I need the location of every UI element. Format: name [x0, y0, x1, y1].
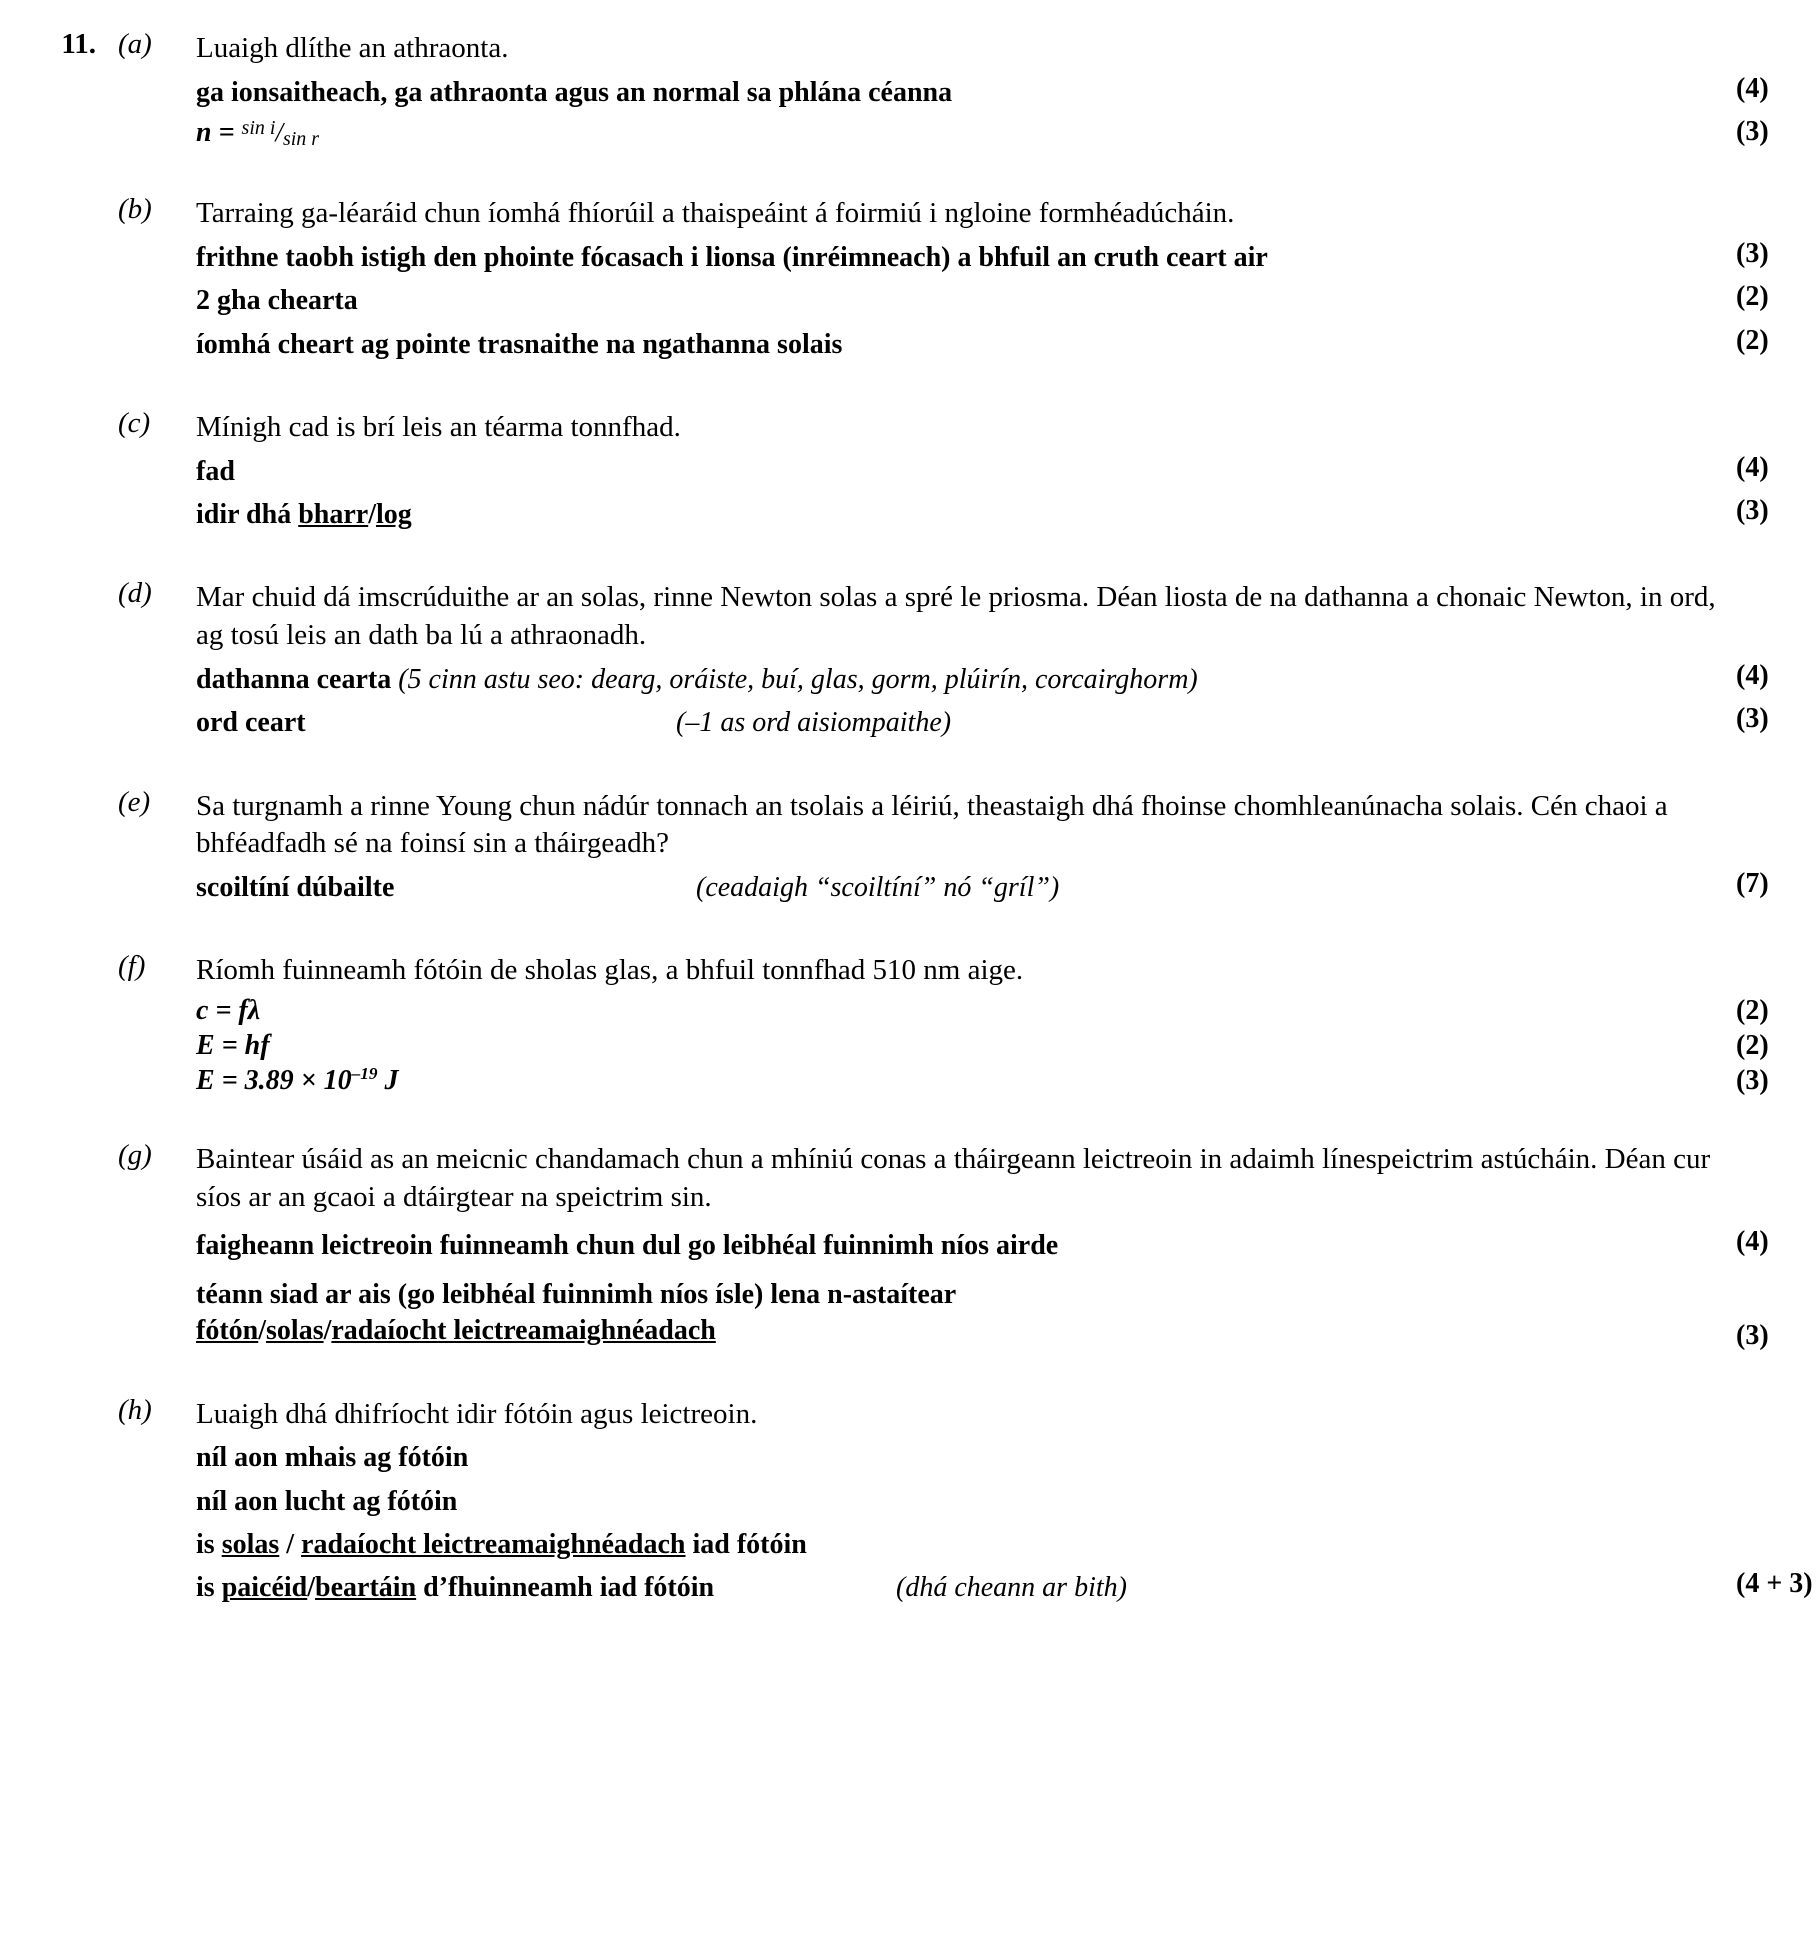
part-f-answer-3-marks: (3) — [1736, 1065, 1769, 1097]
part-h-separator: / — [279, 1529, 302, 1561]
part-c-underline-bharr: bharr — [298, 499, 369, 531]
formula-energy-exponent: –19 — [351, 1064, 378, 1084]
formula-slash: / — [275, 117, 283, 148]
part-d-answer-2-text: ord ceart — [196, 707, 306, 739]
part-h-answer-2: níl aon lucht ag fótóin — [196, 1485, 458, 1517]
part-b-answer-1-marks: (3) — [1736, 237, 1769, 269]
formula-c-symbol: c — [196, 995, 209, 1027]
part-d-answer-1-text: dathanna cearta — [196, 663, 392, 695]
part-f-answer-3-row — [0, 1064, 1818, 1097]
part-h-underline-paiceid: paicéid — [221, 1572, 308, 1604]
formula-n-fraction — [242, 118, 320, 149]
question-part-b — [0, 195, 1818, 233]
question-part-h — [0, 1393, 1818, 1434]
part-b-answer-2: 2 gha chearta — [196, 285, 358, 317]
formula-sin-i: sin i — [241, 117, 276, 140]
part-a-prompt: Luaigh dlíthe an athraonta. — [196, 32, 509, 64]
formula-energy-equals: = — [221, 1065, 238, 1097]
part-h-answer-4-row — [0, 1570, 1818, 1606]
part-e-prompt: Sa turgnamh a rinne Young chun nádúr tonnach an tsolais a léiriú, theastaigh dhá fhoinse chomhleanúnacha solais. Cén chaoi a bhféadfadh sé na foinsí sin a tháirgeadh? — [196, 789, 1668, 860]
formula-hf: hf — [244, 1030, 270, 1062]
part-b-answer-3-row — [0, 324, 1818, 363]
part-g-answer-1-row — [0, 1228, 1818, 1264]
part-h-slash: / — [307, 1572, 316, 1604]
part-label-e: (e) — [118, 785, 151, 818]
part-h-answer-1: níl aon mhais ag fótóin — [196, 1442, 469, 1474]
part-c-underline-log: log — [375, 499, 412, 531]
formula-energy-base: 10 — [323, 1065, 352, 1097]
part-f-formula-energy — [196, 1064, 1726, 1097]
part-d-answer-1 — [196, 662, 1726, 698]
formula-energy-unit: J — [384, 1065, 399, 1097]
part-e-answer-1-row — [0, 867, 1818, 906]
part-g-underline-foton: fótón — [196, 1315, 259, 1347]
question-part-d — [0, 579, 1818, 654]
part-c-answer-2-prefix: idir dhá — [196, 499, 299, 531]
part-f-answer-1-row — [0, 997, 1818, 1025]
part-c-prompt: Mínigh cad is brí leis an téarma tonnfhad. — [196, 410, 681, 443]
part-b-answer-1: frithne taobh istigh den phointe fócasach i lionsa (inréimneach) a bhfuil an cruth ceart air — [196, 241, 1268, 273]
part-label-c: (c) — [118, 406, 151, 439]
part-h-answer-3-prefix: is — [196, 1529, 222, 1561]
part-g-underline-radaiocht: radaíocht leictreamaighnéadach — [331, 1315, 716, 1347]
formula-n-symbol: n — [196, 117, 212, 149]
part-h-answer-1-row — [0, 1440, 1818, 1476]
question-part-f — [0, 952, 1818, 990]
part-g-answer-2-line1: téann siad ar ais (go leibhéal fuinnimh níos ísle) lena n-astaítear — [196, 1278, 957, 1310]
part-label-d: (d) — [118, 577, 152, 610]
formula-sin-r: sin r — [282, 128, 320, 151]
part-a-formula-n — [196, 118, 1726, 149]
part-g-slash-1: / — [258, 1315, 267, 1347]
part-e-answer-1-note: (ceadaigh “scoiltíní” nó “gríl”) — [696, 871, 1060, 903]
part-d-answer-2-row — [0, 705, 1818, 741]
question-part-c — [0, 406, 1818, 447]
part-g-answer-2-row — [0, 1277, 1818, 1350]
part-f-answer-2-marks: (2) — [1736, 1030, 1769, 1062]
part-d-answer-2 — [196, 705, 1726, 741]
question-number: 11. — [61, 28, 96, 60]
part-b-prompt: Tarraing ga-léaráid chun íomhá fhíorúil a thaispeáint á foirmiú i ngloine formhéadúcháin. — [196, 197, 1235, 230]
part-d-answer-1-row — [0, 659, 1818, 698]
part-label-g: (g) — [118, 1139, 152, 1172]
part-f-answer-2-row — [0, 1032, 1818, 1060]
part-b-answer-3: íomhá cheart ag pointe trasnaithe na ngathanna solais — [196, 328, 843, 360]
part-g-answer-1-marks: (4) — [1736, 1226, 1769, 1258]
part-h-answer-3-row — [0, 1527, 1818, 1563]
part-a-answer-2-marks: (3) — [1736, 116, 1769, 148]
part-h-underline-solas: solas — [221, 1529, 280, 1561]
part-b-answer-1-row — [0, 237, 1818, 276]
part-f-answer-1-marks: (2) — [1736, 995, 1769, 1027]
part-a-answer-1-marks: (4) — [1736, 72, 1769, 104]
question-part-e — [0, 785, 1818, 863]
formula-n-equals: = — [218, 117, 235, 149]
part-g-answer-2-marks-value: (3) — [1736, 1319, 1769, 1351]
part-b-answer-2-marks: (2) — [1736, 281, 1769, 313]
spacer-top — [0, 0, 1818, 30]
part-h-answer-2-row — [0, 1484, 1818, 1520]
part-c-answer-1: fad — [196, 455, 235, 487]
part-a-answer-2-row — [0, 118, 1818, 149]
part-f-formula-c — [196, 997, 1726, 1025]
part-d-prompt: Mar chuid dá imscrúduithe ar an solas, rinne Newton solas a spré le priosma. Déan liosta de na dathanna a chonaic Newton, in ord, ag tosú leis an dath ba lú a athraonadh. — [196, 581, 1716, 652]
part-c-slash: / — [368, 499, 376, 531]
part-d-answer-1-marks: (4) — [1736, 659, 1769, 691]
part-g-underline-solas: solas — [266, 1315, 324, 1347]
part-g-slash-2: / — [323, 1315, 332, 1347]
part-label-h: (h) — [118, 1393, 152, 1426]
part-h-answer-4-marks: (4 + 3) — [1736, 1568, 1813, 1600]
part-c-answer-1-marks: (4) — [1736, 451, 1769, 483]
part-e-answer-1 — [196, 870, 1726, 906]
part-h-underline-radaiocht: radaíocht leictreamaighnéadach — [301, 1529, 686, 1561]
part-d-answer-2-marks: (3) — [1736, 703, 1769, 735]
part-b-answer-3-marks: (2) — [1736, 324, 1769, 356]
part-g-prompt: Baintear úsáid as an meicnic chandamach chun a mhíniú conas a tháirgeann leictreoin in adaimh línespeictrim astúcháin. Déan cur síos ar an gcaoi a dtáirgtear na speictrim sin. — [196, 1143, 1711, 1213]
formula-c-equals: = — [215, 995, 232, 1027]
question-part-a — [0, 30, 1818, 68]
part-f-prompt: Ríomh fuinneamh fótóin de sholas glas, a bhfuil tonnfhad 510 nm aige. — [196, 954, 1024, 987]
part-h-answer-4-prefix: is — [196, 1572, 222, 1604]
part-c-answer-2-row — [0, 497, 1818, 533]
part-h-answer-3-suffix: iad fótóin — [685, 1529, 807, 1561]
part-g-answer-2-line2 — [196, 1313, 1726, 1349]
part-h-answer-4 — [196, 1570, 1726, 1606]
part-a-answer-1: ga ionsaitheach, ga athraonta agus an normal sa phlána céanna — [196, 76, 953, 108]
part-h-answer-4-text — [196, 1570, 896, 1606]
part-label-b: (b) — [118, 193, 152, 226]
part-g-answer-2 — [196, 1277, 1726, 1350]
part-d-answer-1-note: (5 cinn astu seo: dearg, oráiste, buí, glas, gorm, plúirín, corcairghorm) — [398, 663, 1198, 695]
formula-E-equals: = — [221, 1030, 238, 1062]
formula-c-right: fλ — [238, 995, 261, 1027]
part-h-underline-beartain: beartáin — [315, 1572, 417, 1604]
part-label-f: (f) — [118, 950, 146, 983]
part-e-answer-1-text: scoiltíní dúbailte — [196, 871, 395, 903]
formula-energy-times: × — [300, 1065, 317, 1097]
part-f-formula-e — [196, 1032, 1726, 1060]
part-g-answer-2-marks — [1726, 1286, 1818, 1350]
part-e-answer-1-marks: (7) — [1736, 867, 1769, 899]
part-c-answer-2 — [196, 497, 1726, 533]
part-d-answer-2-note: (–1 as ord aisiompaithe) — [676, 707, 952, 739]
part-h-answer-3 — [196, 1527, 1726, 1563]
part-c-answer-2-marks: (3) — [1736, 495, 1769, 527]
formula-energy-E: E — [196, 1065, 215, 1097]
part-a-answer-1-row — [0, 72, 1818, 111]
question-part-g — [0, 1141, 1818, 1216]
part-h-answer-4-suffix: d’fhuinneamh iad fótóin — [416, 1572, 715, 1604]
part-b-answer-2-row — [0, 283, 1818, 319]
part-label-a: (a) — [118, 28, 152, 60]
part-g-answer-1: faigheann leictreoin fuinneamh chun dul go leibhéal fuinnimh níos airde — [196, 1230, 1059, 1262]
part-c-answer-1-row — [0, 451, 1818, 490]
formula-energy-value: 3.89 — [244, 1065, 294, 1097]
part-h-answer-4-note: (dhá cheann ar bith) — [896, 1572, 1127, 1604]
part-h-prompt: Luaigh dhá dhifríocht idir fótóin agus leictreoin. — [196, 1397, 758, 1430]
formula-E-symbol: E — [196, 1030, 215, 1062]
